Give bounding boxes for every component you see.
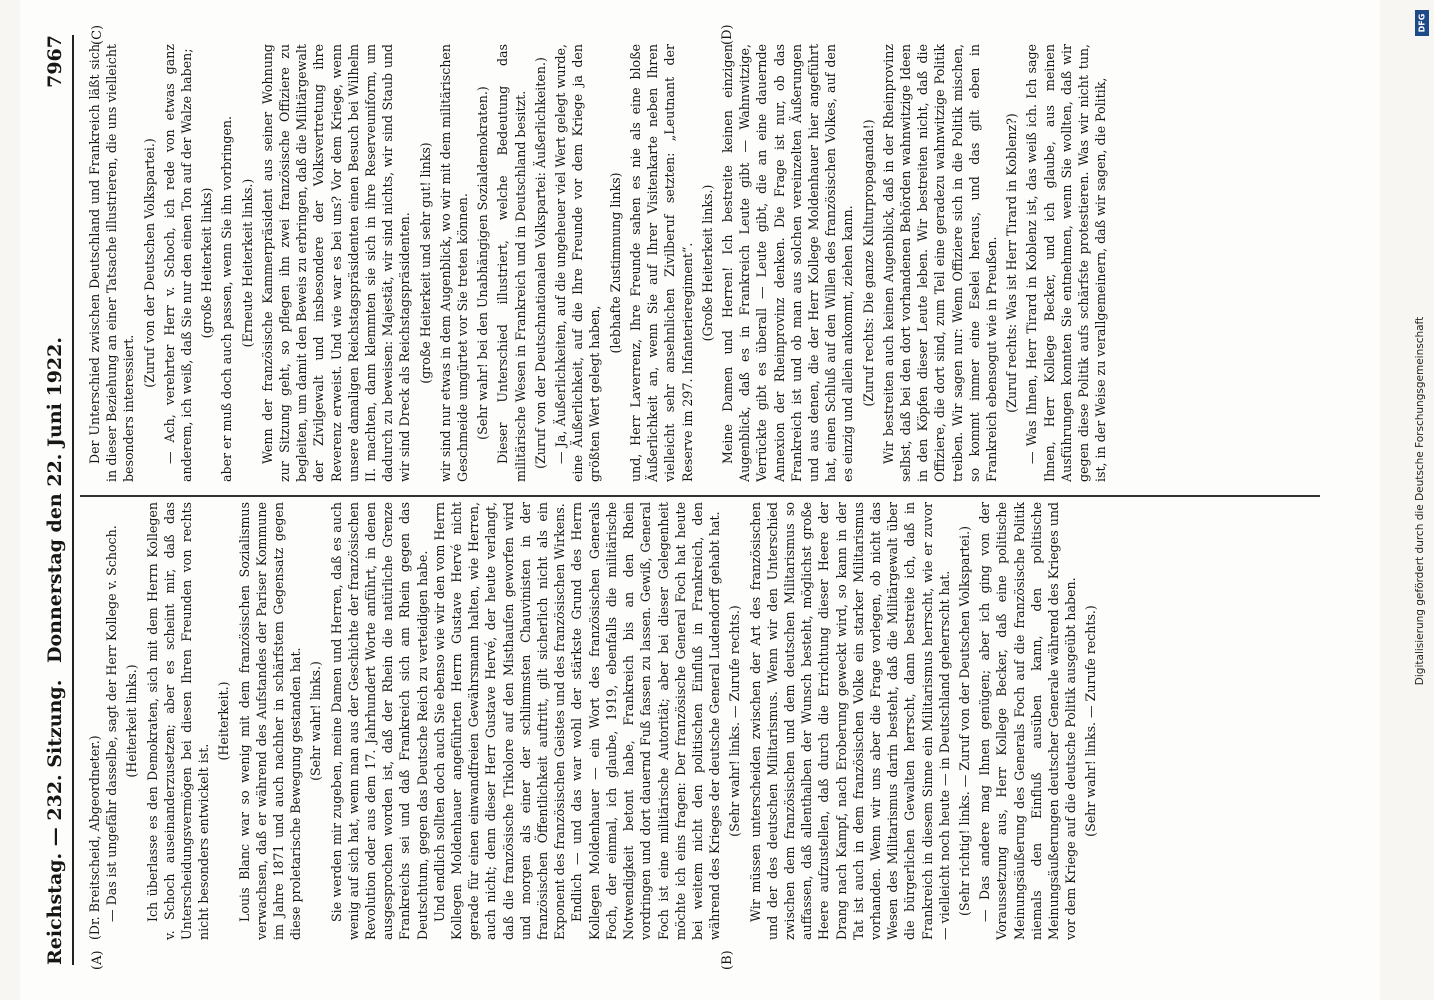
paragraph: Dieser Unterschied illustriert, welche Bedeutung das militärische Wesen in Frankreich und in Deutschland besitzt. (495, 44, 528, 482)
interjection: (Sehr wahr! bei den Unabhängigen Sozialdemokraten.) (475, 86, 491, 440)
paragraph: Endlich — und das war wohl der stärkste Grund des Herrn Kollegen Moldenhauer — ein Wort des französischen Generals Foch, der einmal, ich glaube, 1919, ebenfalls die militärische Notwendigkeit betont habe, Frankreich bis an den Rhein vordringen und dort dauernd Fuß fassen zu lassen. Gewiß, General Foch ist eine militärische Autorität; aber bei dieser Gelegenheit möchte ich eins fragen: Der französische General Foch hat heute bei weitem nicht den politischen Einfluß in Frankreich, den während des Krieges der deutsche General Ludendorff gehabt hat. (569, 502, 723, 940)
header-left: Reichstag. — 232. Sitzung. (44, 679, 66, 965)
interjection: (Zuruf von der Deutschnationalen Volkspartei: Äußerlichkeiten.) (532, 57, 548, 469)
page-header (38, 35, 74, 965)
header-date: Donnerstag den 22. Juni 1922. (44, 337, 66, 663)
interjection: (Erneute Heiterkeit links.) (239, 178, 255, 348)
paragraph: Ich überlasse es den Demokraten, sich mit dem Herrn Kollegen v. Schoch auseinanderzusetzen; aber es scheint mir, daß das Unterscheidungsvermögen bei diesen Ihren Freunden von rechts nicht besonders entwickelt ist. (144, 502, 212, 940)
paragraph: wir sind nur etwas in dem Augenblick, wo wir mit dem militärischen Geschmeide umgürtet vor Sie treten können. (437, 44, 471, 482)
interjection: (Zuruf von der Deutschen Volkspartei.) (141, 138, 157, 388)
margin-marker-d: (D) (720, 24, 735, 45)
interjection: (Sehr wahr! links.) (308, 661, 324, 781)
interjection: (Heiterkeit links.) (124, 664, 140, 778)
paragraph: — Ach, verehrter Herr v. Schoch, ich rede von etwas ganz anderem, ich weiß, daß Sie nur den einen Ton auf der Walze haben; (161, 44, 195, 482)
paragraph: Sie werden mir zugeben, meine Damen und Herren, daß es auch wenig auf sich hat, wenn man aus der Geschichte der französischen Revolution oder aus dem 17. Jahrhundert Worte anführt, in denen ausgesprochen worden ist, daß der Rhein die natürliche Grenze Frankreichs sei und daß Frankreich sich am Rhein gegen das Deutschtum, gegen das Deutsche Reich zu verteidigen habe. (328, 502, 430, 940)
paragraph: — Das andere mag Ihnen genügen; aber ich ging von der Voraussetzung aus, Herr Kollege Becker, daß eine politische Meinungsäußerung des Generals Foch auf die französische Politik niemals den Einfluß ausüben kann, den politische Meinungsäußerungen deutscher Generale während des Krieges und vor dem Kriege auf die deutsche Politik ausgeübt haben. (977, 502, 1079, 940)
dfg-logo: DFG (1415, 10, 1429, 36)
column-divider (80, 495, 1320, 497)
paragraph: Und endlich sollten doch auch Sie ebenso wie wir den vom Herrn Kollegen Moldenhauer angeführten Herrn Gustave Hervé nicht gerade für einen einwandfreien Gewährsmann halten, wie Herren, auch nicht; denn dieser Herr Gustave Hervé, der heute verlangt, daß die französische Trikolore auf den Misthaufen geworfen wird und morgen als einer der schlimmsten Chauvinisten in der französischen Öffentlichkeit auftritt, gilt sicherlich nicht als ein Exponent des französischen Geistes und des französischen Wirkens. (431, 502, 568, 940)
paragraph: (Dr. Breitscheid, Abgeordneter.) (87, 735, 102, 940)
newspaper-page (20, 0, 1380, 1000)
margin-marker-b: (B) (720, 950, 735, 970)
right-text-column (86, 44, 1316, 482)
interjection: (Große Heiterkeit links.) (699, 184, 715, 342)
paragraph: Wir bestreiten auch keinen Augenblick, daß in der Rheinprovinz selbst, daß bei den dort vorhandenen Behörden wahnwitzige Ideen in den Köpfen dieser Leute leben. Wir bestreiten nicht, daß die Offiziere, die dort sind, zum Teil eine geradezu wahnwitzige Politik treiben. Wir sagen nur: Wenn Offiziere sich in die Politik mischen, so kommt immer eine Eselei heraus, und das gilt eben in Frankreich ebensogut wie in Preußen. (880, 44, 999, 482)
left-text-column (86, 502, 1316, 940)
interjection: (große Heiterkeit links) (199, 187, 215, 339)
paragraph: und, Herr Laverrenz, Ihre Freunde sahen es nie als eine bloße Äußerlichkeit an, wenn Sie auf Ihrer Visitenkarte neben Ihren vielleicht sehr ansehnlichen Zivilberuf setzten: „Leutnant der Reserve im 297. Infanterieregiment“. (627, 44, 695, 482)
interjection: (Sehr wahr! links. — Zurufe rechts.) (727, 605, 743, 837)
paragraph: Der Unterschied zwischen Deutschland und Frankreich läßt sich in dieser Beziehung an einer Tatsache illustrieren, die uns vielleicht besonders interessiert. (87, 44, 137, 482)
paragraph: — Ja, Äußerlichkeiten, auf die ungeheuer viel Wert gelegt wurde, eine Äußerlichkeit, auf die Ihre Freunde vor dem Kriege ja den größten Wert gelegt haben, (553, 44, 603, 482)
interjection: (Sehr wahr! links. — Zurufe rechts.) (1083, 605, 1099, 837)
margin-marker-a: (A) (90, 950, 105, 970)
interjection: (Zuruf rechts: Was ist Herr Tirard in Koblenz?) (1004, 113, 1020, 413)
paragraph: — Das ist ungefähr dasselbe, sagt der Herr Kollege v. Schoch. (104, 525, 120, 922)
page-number: 7967 (44, 35, 66, 88)
interjection: (Sehr richtig! links. — Zuruf von der Deutschen Volkspartei.) (956, 525, 972, 917)
interjection: (große Heiterkeit und sehr gut! links) (417, 142, 433, 384)
interjection: (Heiterkeit.) (216, 681, 232, 761)
paragraph: — Was Ihnen, Herr Tirard in Koblenz ist, das weiß ich. Ich sage Ihnen, Herr Kollege Becker, und ich glaube, aus meinen Ausführungen konnten Sie entnehmen, wenn Sie wollten, daß wir gegen diese Politik aufs schärfste protestieren. Was wir nicht tun, ist, in der Weise zu verallgemeinern, daß wir sagen, die Politik, (1024, 44, 1109, 482)
paragraph: Louis Blanc war so wenig mit dem französischen Sozialismus verwachsen, daß er während des Aufstandes der Pariser Kommune im Jahre 1871 und auch nachher in schärfstem Gegensatz gegen diese proletarische Bewegung gestanden hat. (236, 502, 304, 940)
interjection: (lebhafte Zustimmung links) (607, 172, 623, 354)
paragraph: Wenn der französische Kammerpräsident aus seiner Wohnung zur Sitzung geht, so pflegen ihn zwei französische Offiziere zu begleiten, um damit den Beweis zu erbringen, daß die Militärgewalt der Zivilgewalt und insbesondere der Volksvertretung ihre Reverenz erweist. Und wie war es bei uns? Vor dem Kriege, wenn unsere damaligen Reichstagspräsidenten einen Besuch bei Wilhelm II. machten, dann klemmten sie sich in ihre Reserveuniform, um dadurch zu beweisen: Majestät, wir sind nichts, wir sind Staub und wir sind Dreck als Reichstagspräsidenten. (259, 44, 413, 482)
margin-marker-c: (C) (90, 24, 105, 45)
interjection: (Zuruf rechts: Die ganze Kulturpropaganda!) (860, 119, 876, 407)
paragraph: Meine Damen und Herren! Ich bestreite keinen einzigen Augenblick, daß es in Frankreich Leute gibt — Wahnwitzige, Verrückte gibt es überall — Leute gibt, die an eine dauernde Annexion der Rheinprovinz denken. Die Frage ist nur, ob das Frankreich ist und ob man aus solchen vereinzelten Äußerungen und aus denen, die der Herr Kollege Moldenhauer hier angeführt hat, einen Schluß auf den Willen des französischen Volkes, auf den es einzig und allein ankommt, ziehen kann. (719, 44, 856, 482)
digitization-credit: Digitalisierung gefördert durch die Deutsche Forschungsgemeinschaft (1414, 316, 1426, 686)
paragraph: aber er muß doch auch passen, wenn Sie ihn vorbringen. (219, 115, 235, 482)
paragraph: Wir müssen unterscheiden zwischen der Art des französischen und der des deutschen Militarismus. Wenn wir den Unterschied zwischen dem französischen und dem deutschen Militarismus so auffassen, daß allenthalben der Wunsch besteht, möglichst große Heere aufzustellen, daß durch die Errichtung dieser Heere der Drang nach Kampf, nach Eroberung geweckt wird, so kann in der Tat ist auch in dem französischen Volke ein starker Militarismus vorhanden. Wenn wir uns aber die Frage vorlegen, ob nicht das Wesen des Militarismus darin besteht, daß die Militärgewalt über die bürgerlichen Gewalten herrscht, dann bestreite ich, daß in Frankreich in diesem Sinne ein Militarismus herrscht, wie er zuvor — vielleicht noch heute — in Deutschland geherrscht hat. (747, 502, 952, 940)
